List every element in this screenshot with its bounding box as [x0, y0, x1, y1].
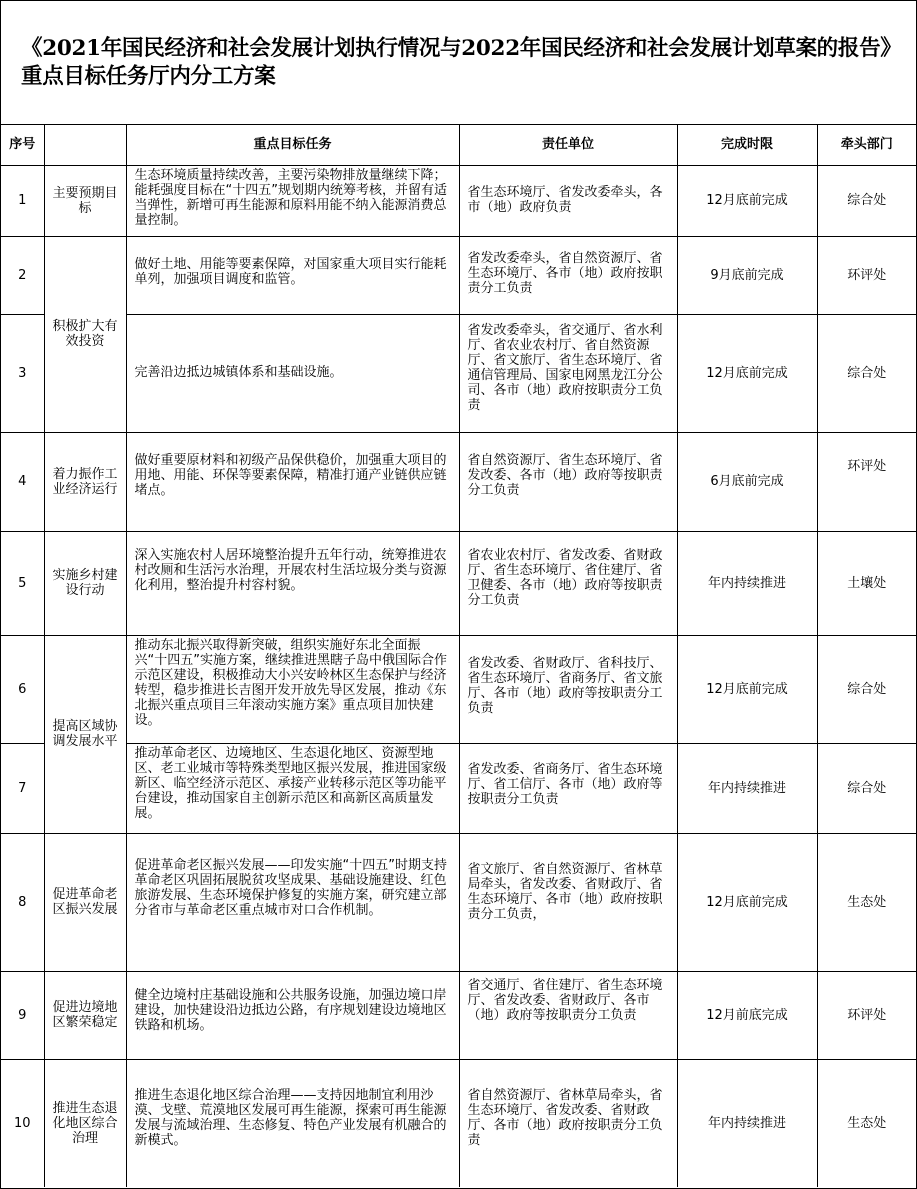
header-unit: 责任单位	[459, 125, 677, 165]
table-row	[1, 432, 916, 531]
row-number: 8	[1, 833, 44, 971]
row-number: 10	[1, 1059, 44, 1187]
deadline-cell: 12月底前完成	[677, 635, 817, 743]
lead-cell: 综合处	[817, 635, 916, 743]
deadline-cell: 9月底前完成	[677, 236, 817, 314]
deadline-cell: 12月底前完成	[677, 314, 817, 432]
unit-cell: 省发改委、省财政厅、省科技厅、省生态环境厅、省商务厅、省文旅厅、各市（地）政府等按职责分工负责	[459, 635, 677, 743]
deadline-cell: 年内持续推进	[677, 743, 817, 833]
row-number: 5	[1, 531, 44, 635]
table-row	[1, 635, 916, 743]
table-row	[1, 531, 916, 635]
unit-cell: 省发改委牵头，省交通厅、省水利厅、省农业农村厅、省自然资源厅、省文旅厅、省生态环境厅、省通信管理局、国家电网黑龙江分公司、各市（地）政府按职责分工负责	[459, 314, 677, 432]
deadline-cell: 年内持续推进	[677, 531, 817, 635]
unit-cell: 省自然资源厅、省林草局牵头，省生态环境厅、省发改委、省财政厅、各市（地）政府按职责分工负责	[459, 1059, 677, 1187]
header-category	[44, 125, 126, 165]
lead-cell: 综合处	[817, 314, 916, 432]
category-cell: 主要预期目标	[44, 165, 126, 236]
header-seq: 序号	[1, 125, 44, 165]
lead-cell: 环评处	[817, 236, 916, 314]
lead-cell: 综合处	[817, 165, 916, 236]
task-cell: 深入实施农村人居环境整治提升五年行动，统筹推进农村改厕和生活污水治理，开展农村生活垃圾分类与资源化利用，整治提升村容村貌。	[126, 531, 459, 635]
deadline-cell: 12月前底完成	[677, 971, 817, 1059]
task-cell: 推动革命老区、边境地区、生态退化地区、资源型地区、老工业城市等特殊类型地区振兴发展，推进国家级新区、临空经济示范区、承接产业转移示范区等功能平台建设，推动国家自主创新示范区和高新区高质量发展。	[126, 743, 459, 833]
deadline-cell: 6月底前完成	[677, 432, 817, 531]
deadline-cell: 年内持续推进	[677, 1059, 817, 1187]
task-table	[1, 125, 916, 1187]
category-cell: 推进生态退化地区综合治理	[44, 1059, 126, 1187]
table-row	[1, 833, 916, 971]
unit-cell: 省生态环境厅、省发改委牵头，各市（地）政府负责	[459, 165, 677, 236]
deadline-cell: 12月底前完成	[677, 165, 817, 236]
task-cell: 促进革命老区振兴发展——印发实施“十四五”时期支持革命老区巩固拓展脱贫攻坚成果、基础设施建设、红色旅游发展、生态环境保护修复的实施方案，研究建立部分省市与革命老区重点城市对口合作机制。	[126, 833, 459, 971]
deadline-cell: 12月底前完成	[677, 833, 817, 971]
unit-cell: 省农业农村厅、省发改委、省财政厅、省生态环境厅、省住建厅、省卫健委、各市（地）政府等按职责分工负责	[459, 531, 677, 635]
unit-cell: 省交通厅、省住建厅、省生态环境厅、省发改委、省财政厅、各市（地）政府等按职责分工负责	[459, 971, 677, 1059]
lead-cell: 环评处	[817, 432, 916, 531]
unit-cell: 省文旅厅、省自然资源厅、省林草局牵头，省发改委、省财政厅、省生态环境厅、各市（地）政府按职责分工负责，	[459, 833, 677, 971]
unit-cell: 省发改委、省商务厅、省生态环境厅、省工信厅、各市（地）政府等按职责分工负责	[459, 743, 677, 833]
category-cell: 实施乡村建设行动	[44, 531, 126, 635]
task-cell: 健全边境村庄基础设施和公共服务设施，加强边境口岸建设，加快建设沿边抵边公路，有序规划建设边境地区铁路和机场。	[126, 971, 459, 1059]
task-cell: 推动东北振兴取得新突破，组织实施好东北全面振兴“十四五”实施方案，继续推进黑瞎子岛中俄国际合作示范区建设，积极推动大小兴安岭林区生态保护与经济转型，稳步推进长吉图开发开放先导区发展，推动《东北振兴重点项目三年滚动实施方案》重点项目加快建设。	[126, 635, 459, 743]
header-deadline: 完成时限	[677, 125, 817, 165]
task-cell: 生态环境质量持续改善，主要污染物排放量继续下降；能耗强度目标在“十四五”规划期内统筹考核，并留有适当弹性，新增可再生能源和原料用能不纳入能源消费总量控制。	[126, 165, 459, 236]
header-lead: 牵头部门	[817, 125, 916, 165]
category-cell: 提高区域协调发展水平	[44, 635, 126, 833]
category-cell: 着力振作工业经济运行	[44, 432, 126, 531]
table-row	[1, 314, 916, 432]
row-number: 6	[1, 635, 44, 743]
lead-cell: 土壤处	[817, 531, 916, 635]
task-cell: 做好土地、用能等要素保障，对国家重大项目实行能耗单列，加强项目调度和监管。	[126, 236, 459, 314]
task-cell: 做好重要原材料和初级产品保供稳价，加强重大项目的用地、用能、环保等要素保障，精准打通产业链供应链堵点。	[126, 432, 459, 531]
row-number: 3	[1, 314, 44, 432]
document-title: 《2021年国民经济和社会发展计划执行情况与2022年国民经济和社会发展计划草案的报告》重点目标任务厅内分工方案	[1, 1, 916, 125]
header-row	[1, 125, 916, 165]
category-cell: 促进边境地区繁荣稳定	[44, 971, 126, 1059]
table-row	[1, 236, 916, 314]
lead-cell: 生态处	[817, 833, 916, 971]
task-cell: 完善沿边抵边城镇体系和基础设施。	[126, 314, 459, 432]
unit-cell: 省自然资源厅、省生态环境厅、省发改委、各市（地）政府等按职责分工负责	[459, 432, 677, 531]
row-number: 4	[1, 432, 44, 531]
unit-cell: 省发改委牵头，省自然资源厅、省生态环境厅、各市（地）政府按职责分工负责	[459, 236, 677, 314]
lead-cell: 综合处	[817, 743, 916, 833]
category-cell: 积极扩大有效投资	[44, 236, 126, 432]
task-cell: 推进生态退化地区综合治理——支持因地制宜利用沙漠、戈壁、荒漠地区发展可再生能源，探索可再生能源发展与流域治理、生态修复、特色产业发展有机融合的新模式。	[126, 1059, 459, 1187]
row-number: 2	[1, 236, 44, 314]
lead-cell: 生态处	[817, 1059, 916, 1187]
category-cell: 促进革命老区振兴发展	[44, 833, 126, 971]
table-row	[1, 971, 916, 1059]
table-row	[1, 743, 916, 833]
table-row	[1, 165, 916, 236]
table-row	[1, 1059, 916, 1187]
header-task: 重点目标任务	[126, 125, 459, 165]
row-number: 7	[1, 743, 44, 833]
row-number: 9	[1, 971, 44, 1059]
lead-cell: 环评处	[817, 971, 916, 1059]
row-number: 1	[1, 165, 44, 236]
